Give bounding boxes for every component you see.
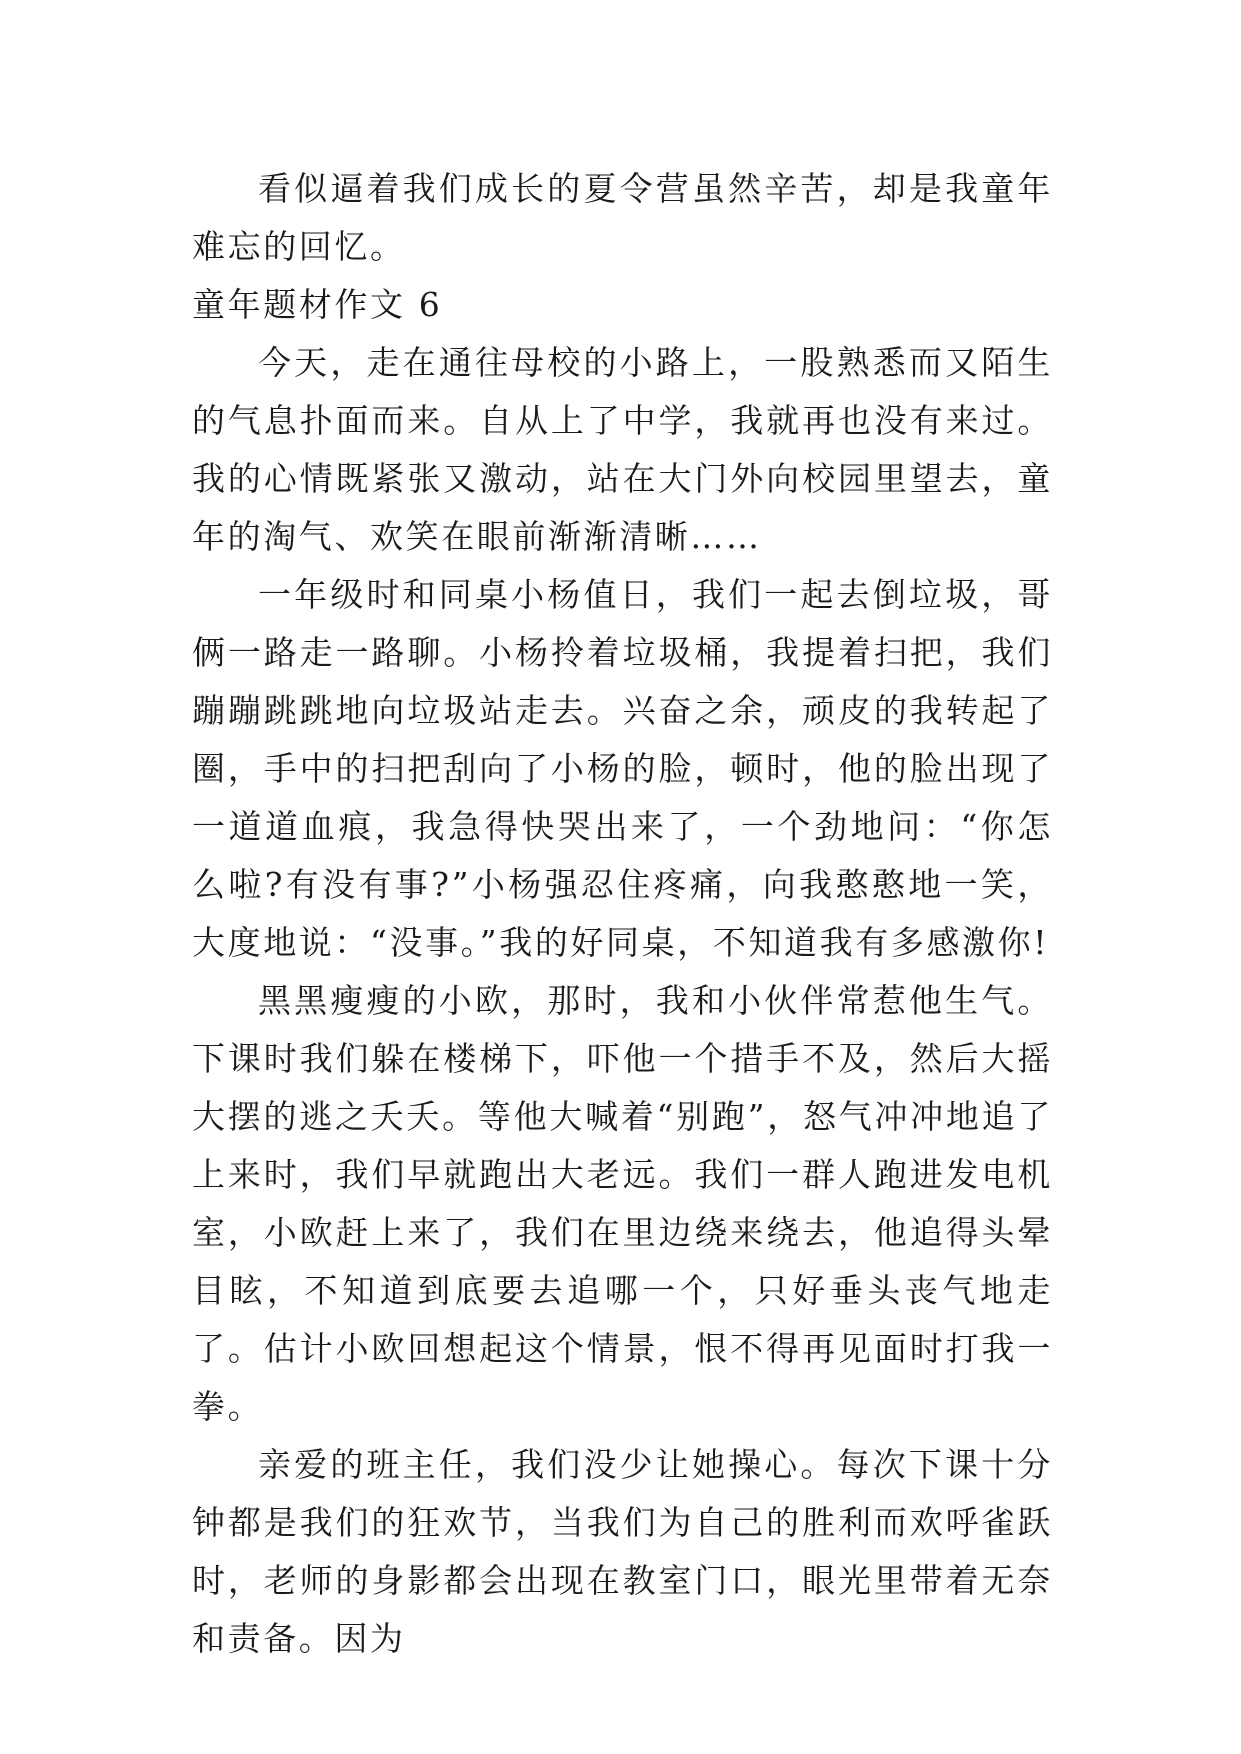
paragraph-desk-mate: 一年级时和同桌小杨值日，我们一起去倒垃圾，哥俩一路走一路聊。小杨拎着垃圾桶，我提着扫把，我们蹦蹦跳跳地向垃圾站走去。兴奋之余，顽皮的我转起了圈，手中的扫把刮向了小杨的脸，顿时，他的脸出现了一道道血痕，我急得快哭出来了，一个劲地问：“你怎么啦?有没有事?”小杨强忍住疼痛，向我憨憨地一笑，大度地说：“没事。”我的好同桌，不知道我有多感激你! <box>192 575 1053 962</box>
paragraph-head-teacher: 亲爱的班主任，我们没少让她操心。每次下课十分钟都是我们的狂欢节，当我们为自己的胜利而欢呼雀跃时，老师的身影都会出现在教室门口，眼光里带着无奈和责备。因为 <box>192 1445 1053 1658</box>
paragraph-summer-camp: 看似逼着我们成长的夏令营虽然辛苦，却是我童年难忘的回忆。 <box>192 169 1053 266</box>
essay-heading: 童年题材作文 6 <box>192 285 443 324</box>
paragraph-return-to-school: 今天，走在通往母校的小路上，一股熟悉而又陌生的气息扑面而来。自从上了中学，我就再也没有来过。我的心情既紧张又激动，站在大门外向校园里望去，童年的淘气、欢笑在眼前渐渐清晰…… <box>192 343 1053 556</box>
paragraph-xiao-ou: 黑黑瘦瘦的小欧，那时，我和小伙伴常惹他生气。下课时我们躲在楼梯下，吓他一个措手不及，然后大摇大摆的逃之夭夭。等他大喊着“别跑”，怒气冲冲地追了上来时，我们早就跑出大老远。我们一群人跑进发电机室，小欧赶上来了，我们在里边绕来绕去，他追得头晕目眩，不知道到底要去追哪一个，只好垂头丧气地走了。估计小欧回想起这个情景，恨不得再见面时打我一拳。 <box>192 981 1053 1426</box>
document-body <box>192 160 1053 1668</box>
